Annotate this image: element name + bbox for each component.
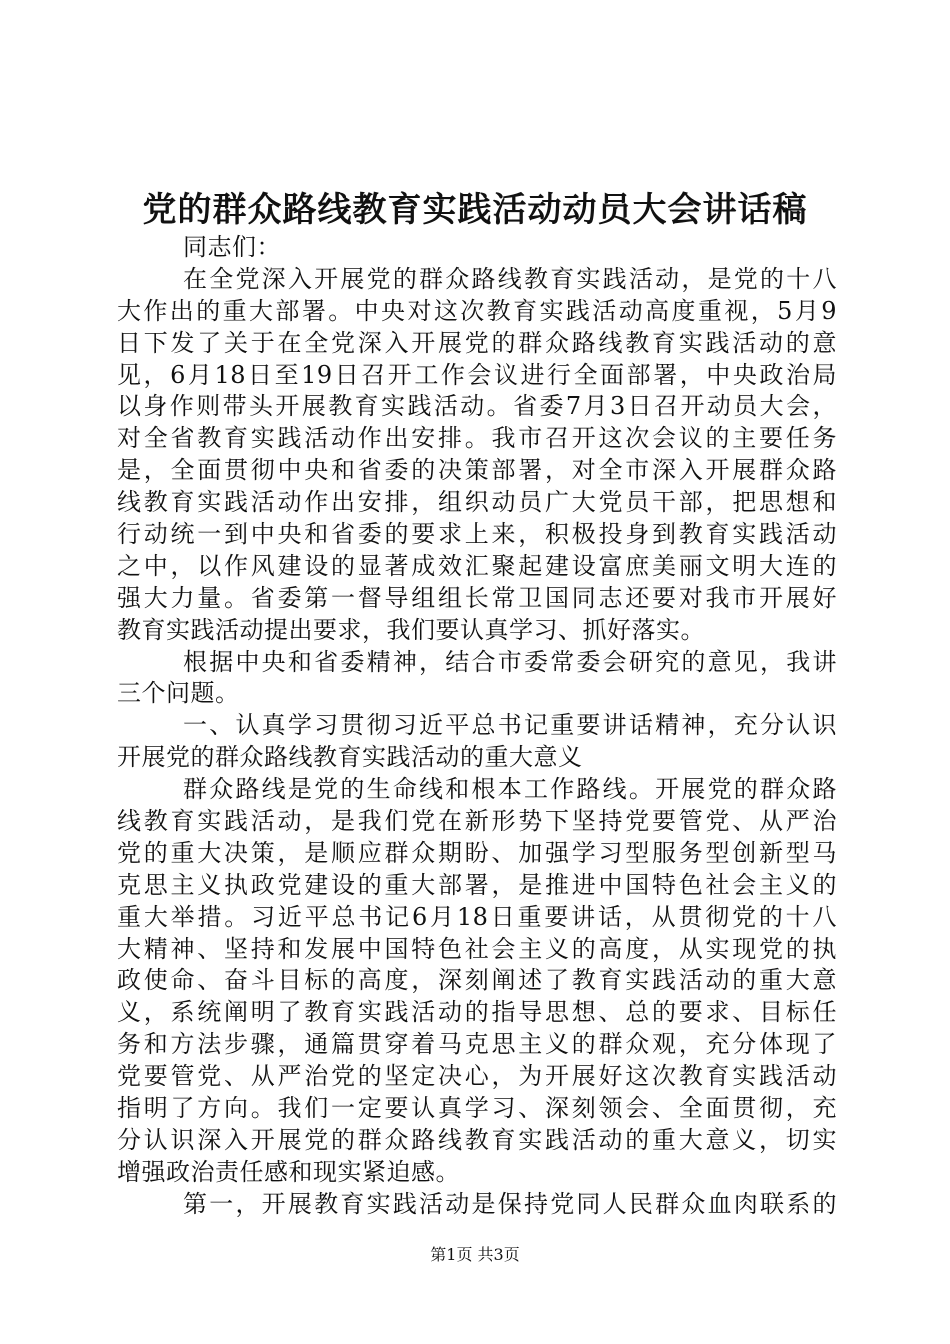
text-line: 党的重大决策，是顺应群众期盼、加强学习型服务型创新型马 bbox=[117, 838, 837, 867]
text-line: 党要管党、从严治党的坚定决心，为开展好这次教育实践活动 bbox=[117, 1062, 837, 1091]
text-line: 教育实践活动提出要求，我们要认真学习、抓好落实。 bbox=[117, 615, 705, 644]
text-line: 指明了方向。我们一定要认真学习、深刻领会、全面贯彻，充 bbox=[117, 1094, 837, 1123]
text-line: 以身作则带头开展教育实践活动。省委7月3日召开动员大会， bbox=[117, 392, 837, 421]
document-title: 党的群众路线教育实践活动动员大会讲话稿 bbox=[142, 190, 808, 230]
text-line: 强大力量。省委第一督导组组长常卫国同志还要对我市开展好 bbox=[117, 583, 837, 612]
page-number-footer: 第1页 共3页 bbox=[430, 1245, 520, 1264]
text-line: 务和方法步骤，通篇贯穿着马克思主义的群众观，充分体现了 bbox=[117, 1030, 837, 1059]
text-line: 分认识深入开展党的群众路线教育实践活动的重大意义，切实 bbox=[117, 1125, 837, 1154]
section-heading-line: 开展党的群众路线教育实践活动的重大意义 bbox=[117, 743, 583, 772]
text-line: 大精神、坚持和发展中国特色社会主义的高度，从实现党的执 bbox=[117, 934, 837, 963]
text-line: 对全省教育实践活动作出安排。我市召开这次会议的主要任务 bbox=[117, 424, 837, 453]
section-heading-line: 一、认真学习贯彻习近平总书记重要讲话精神，充分认识 bbox=[183, 711, 837, 740]
text-line: 线教育实践活动，是我们党在新形势下坚持党要管党、从严治 bbox=[117, 807, 837, 836]
text-line: 在全党深入开展党的群众路线教育实践活动，是党的十八 bbox=[183, 264, 837, 293]
text-line: 之中，以作风建设的显著成效汇聚起建设富庶美丽文明大连的 bbox=[117, 551, 837, 580]
text-line: 行动统一到中央和省委的要求上来，积极投身到教育实践活动 bbox=[117, 520, 837, 549]
text-line: 见，6月18日至19日召开工作会议进行全面部署，中央政治局 bbox=[117, 360, 837, 389]
text-line: 群众路线是党的生命线和根本工作路线。开展党的群众路 bbox=[183, 775, 837, 804]
text-line: 克思主义执政党建设的重大部署，是推进中国特色社会主义的 bbox=[117, 870, 837, 899]
text-line: 重大举措。习近平总书记6月18日重要讲话，从贯彻党的十八 bbox=[117, 902, 837, 931]
text-line: 三个问题。 bbox=[117, 679, 240, 708]
text-line: 义，系统阐明了教育实践活动的指导思想、总的要求、目标任 bbox=[117, 998, 837, 1027]
text-line: 大作出的重大部署。中央对这次教育实践活动高度重视，5月9 bbox=[117, 296, 837, 325]
document-body bbox=[117, 232, 837, 1221]
text-line: 根据中央和省委精神，结合市委常委会研究的意见，我讲 bbox=[183, 647, 837, 676]
text-line: 政使命、奋斗目标的高度，深刻阐述了教育实践活动的重大意 bbox=[117, 966, 837, 995]
salutation-line: 同志们： bbox=[183, 233, 281, 261]
text-line: 日下发了关于在全党深入开展党的群众路线教育实践活动的意 bbox=[117, 328, 837, 357]
text-line: 第一，开展教育实践活动是保持党同人民群众血肉联系的 bbox=[183, 1189, 837, 1218]
text-line: 增强政治责任感和现实紧迫感。 bbox=[117, 1157, 460, 1186]
text-line: 是，全面贯彻中央和省委的决策部署，对全市深入开展群众路 bbox=[117, 456, 837, 485]
text-line: 线教育实践活动作出安排，组织动员广大党员干部，把思想和 bbox=[117, 488, 837, 517]
